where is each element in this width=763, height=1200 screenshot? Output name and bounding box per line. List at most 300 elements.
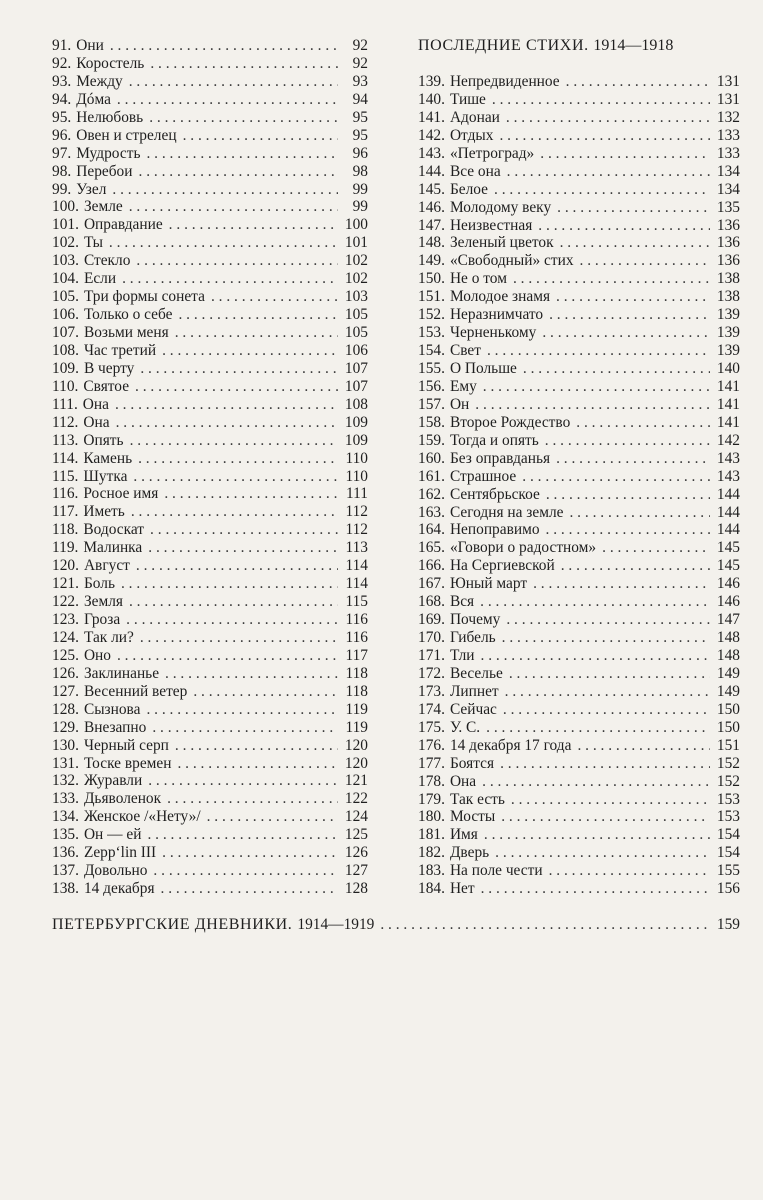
dot-leader: [134, 629, 338, 647]
toc-entry: [52, 557, 368, 575]
toc-entry: [52, 181, 368, 199]
entry-title: 14 декабря: [83, 880, 155, 898]
dot-leader: [478, 826, 710, 844]
entry-page-number: 106: [344, 341, 368, 359]
dot-leader: [140, 701, 338, 719]
dot-leader: [111, 91, 338, 109]
dot-leader: [156, 844, 338, 862]
toc-entry: [52, 127, 368, 145]
entry-page-number: 133: [716, 126, 740, 144]
toc-entry: [52, 414, 368, 432]
toc-entry: [418, 378, 740, 396]
dot-leader: [124, 432, 338, 450]
dot-leader: [560, 73, 710, 91]
entry-page-number: 119: [345, 718, 368, 736]
entry-title: Три формы сонета: [83, 288, 205, 306]
entry-number: 173.: [418, 682, 445, 700]
dot-leader: [171, 755, 338, 773]
toc-entry: [418, 468, 740, 486]
entry-number: 160.: [418, 449, 445, 467]
dot-leader: [143, 109, 338, 127]
entry-number: 93.: [52, 72, 72, 90]
entry-title: Август: [83, 557, 130, 575]
toc-entry: [52, 880, 368, 898]
entry-number: 131.: [52, 754, 79, 772]
entry-number: 95.: [52, 108, 72, 126]
dot-leader: [142, 772, 338, 790]
entry-number: 155.: [418, 360, 445, 377]
dot-leader: [205, 288, 338, 306]
toc-entry: [52, 629, 368, 647]
entry-page-number: 124: [344, 808, 368, 826]
entry-title: Не о том: [449, 270, 507, 288]
entry-page-number: 138: [716, 288, 740, 306]
entry-page-number: 114: [345, 575, 368, 593]
entry-title: Земля: [83, 593, 123, 611]
entry-number: 150.: [418, 270, 445, 288]
dot-leader: [158, 485, 338, 503]
entry-title: Она: [83, 413, 110, 431]
toc-entry: [52, 216, 368, 234]
entry-number: 157.: [418, 395, 445, 413]
entry-number: 133.: [52, 790, 79, 808]
entry-number: 114.: [52, 449, 79, 467]
entry-title: Дверь: [449, 844, 490, 862]
entry-page-number: 116: [345, 611, 368, 628]
entry-number: 108.: [52, 341, 79, 359]
toc-entry: [418, 414, 740, 432]
dot-leader: [109, 396, 338, 414]
entry-page-number: 113: [345, 539, 368, 557]
toc-entry: [52, 342, 368, 360]
entry-page-number: 110: [345, 467, 368, 485]
entry-page-number: 141: [716, 413, 740, 431]
entry-page-number: 114: [345, 557, 368, 575]
left-toc-list: [52, 37, 368, 898]
toc-entry: [418, 701, 740, 719]
entry-page-number: 150: [716, 700, 740, 718]
dot-leader: [543, 306, 710, 324]
entry-title: 14 декабря 17 года: [449, 736, 572, 754]
toc-entry: [418, 611, 740, 629]
entry-title: Камень: [83, 449, 133, 467]
entry-title: Страшное: [449, 467, 517, 485]
entry-page-number: 142: [716, 431, 740, 449]
entry-number: 127.: [52, 682, 79, 700]
entry-page-number: 109: [344, 413, 368, 431]
entry-title: «Петроград»: [449, 144, 535, 162]
entry-page-number: 131: [716, 73, 740, 90]
entry-page-number: 139: [716, 324, 740, 342]
dot-leader: [161, 790, 338, 808]
toc-entry: [52, 790, 368, 808]
toc-entry: [52, 145, 368, 163]
entry-number: 145.: [418, 180, 445, 198]
entry-number: 161.: [418, 467, 445, 485]
entry-title: Без оправданья: [449, 449, 551, 467]
entry-title: Овен и стрелец: [76, 126, 177, 144]
entry-number: 163.: [418, 503, 445, 521]
entry-number: 123.: [52, 611, 79, 628]
entry-page-number: 99: [352, 198, 368, 216]
entry-number: 153.: [418, 324, 445, 342]
dot-leader: [527, 575, 710, 593]
entry-number: 116.: [52, 485, 79, 503]
entry-page-number: 134: [716, 162, 740, 180]
entry-title: Он — ей: [83, 826, 142, 844]
entry-title: О Польше: [449, 360, 517, 377]
dot-leader: [532, 217, 710, 235]
dot-leader: [116, 270, 338, 288]
toc-entry: [52, 485, 368, 503]
entry-number: 168.: [418, 593, 445, 611]
entry-page-number: 107: [344, 377, 368, 395]
entry-page-number: 107: [344, 359, 368, 377]
entry-title: Вся: [449, 593, 475, 611]
toc-entry: [418, 396, 740, 414]
entry-title: Боль: [83, 575, 115, 593]
entry-page-number: 99: [352, 180, 368, 198]
toc-entry: [52, 719, 368, 737]
entry-number: 170.: [418, 629, 445, 647]
entry-number: 132.: [52, 772, 79, 790]
entry-number: 134.: [52, 808, 79, 826]
entry-number: 158.: [418, 413, 445, 431]
dot-leader: [123, 593, 338, 611]
toc-entry: [52, 396, 368, 414]
right-toc-list: [418, 73, 740, 898]
entry-page-number: 103: [344, 288, 368, 306]
entry-page-number: 120: [344, 754, 368, 772]
dot-leader: [517, 360, 710, 378]
entry-title: Нет: [449, 880, 475, 898]
toc-entry: [52, 360, 368, 378]
dot-leader: [141, 826, 338, 844]
entry-page-number: 132: [716, 108, 740, 126]
dot-leader: [570, 414, 710, 432]
entry-number: 112.: [52, 413, 79, 431]
diaries-title: ПЕТЕРБУРГСКИЕ ДНЕВНИКИ.: [52, 916, 293, 933]
entry-page-number: 155: [716, 862, 740, 880]
entry-page-number: 128: [344, 880, 368, 898]
toc-entry: [418, 145, 740, 163]
entry-number: 115.: [52, 467, 79, 485]
entry-number: 166.: [418, 557, 445, 575]
dot-leader: [142, 539, 338, 557]
entry-page-number: 100: [344, 216, 368, 234]
toc-entry: [418, 773, 740, 791]
dot-leader: [476, 773, 710, 791]
entry-page-number: 96: [352, 144, 368, 162]
entry-number: 152.: [418, 306, 445, 324]
entry-page-number: 145: [716, 557, 740, 575]
entry-title: Перебои: [76, 162, 133, 180]
entry-title: Оно: [83, 646, 111, 664]
toc-entry: [418, 109, 740, 127]
dot-leader: [103, 234, 338, 252]
entry-title: Она: [449, 772, 477, 790]
entry-page-number: 108: [344, 395, 368, 413]
entry-number: 94.: [52, 90, 72, 108]
entry-page-number: 117: [345, 646, 368, 664]
toc-entry: [418, 880, 740, 898]
entry-page-number: 127: [344, 862, 368, 880]
toc-entry: [52, 324, 368, 342]
dot-leader: [134, 360, 338, 378]
toc-entry: [52, 844, 368, 862]
dot-leader: [551, 199, 710, 217]
dot-leader: [146, 719, 338, 737]
entry-number: 101.: [52, 216, 79, 234]
toc-entry: [418, 844, 740, 862]
entry-title: Свет: [449, 342, 481, 360]
entry-title: Гроза: [83, 611, 121, 628]
dot-leader: [550, 288, 710, 306]
dot-leader: [488, 181, 710, 199]
entry-page-number: 110: [345, 449, 368, 467]
dot-leader: [480, 719, 710, 737]
dot-leader: [120, 611, 338, 629]
entry-title: У. С.: [449, 718, 481, 736]
dot-leader: [155, 880, 338, 898]
entry-page-number: 143: [716, 467, 740, 485]
dot-leader: [147, 862, 338, 880]
entry-title: Весенний ветер: [83, 682, 188, 700]
dot-leader: [500, 109, 710, 127]
toc-entry: [418, 539, 740, 557]
entry-title: Ему: [449, 377, 477, 395]
dot-leader: [177, 127, 338, 145]
entry-number: 106.: [52, 306, 79, 324]
entry-page-number: 101: [344, 234, 368, 252]
dot-leader: [144, 55, 338, 73]
toc-entry: [418, 217, 740, 235]
entry-number: 100.: [52, 198, 79, 216]
entry-number: 162.: [418, 485, 445, 503]
entry-page-number: 154: [716, 826, 740, 844]
dot-leader: [156, 342, 338, 360]
entry-page-number: 92: [352, 37, 368, 54]
entry-page-number: 118: [345, 682, 368, 700]
entry-page-number: 153: [716, 808, 740, 826]
dot-leader: [133, 163, 339, 181]
entry-page-number: 148: [716, 629, 740, 647]
entry-title: Опять: [83, 431, 124, 449]
entry-page-number: 125: [344, 826, 368, 844]
entry-number: 102.: [52, 234, 79, 252]
toc-entry: [52, 432, 368, 450]
dot-leader: [486, 91, 710, 109]
entry-number: 111.: [52, 395, 78, 413]
dot-leader: [555, 557, 710, 575]
toc-entry: [418, 199, 740, 217]
entry-number: 169.: [418, 611, 445, 629]
entry-page-number: 102: [344, 252, 368, 270]
toc-entry: [418, 575, 740, 593]
toc-entry: [52, 73, 368, 91]
diaries-page-number: 159: [716, 916, 740, 933]
toc-entry: [418, 862, 740, 880]
toc-entry: [52, 163, 368, 181]
entry-number: 181.: [418, 826, 445, 844]
toc-entry: [418, 486, 740, 504]
dot-leader: [596, 539, 710, 557]
entry-page-number: 120: [344, 736, 368, 754]
entry-title: Она: [82, 395, 109, 413]
entry-number: 184.: [418, 880, 445, 898]
entry-title: Коростель: [76, 54, 145, 72]
entry-number: 156.: [418, 377, 445, 395]
entry-title: Иметь: [83, 503, 125, 521]
entry-page-number: 138: [716, 270, 740, 288]
entry-number: 119.: [52, 539, 79, 557]
dot-leader: [505, 791, 710, 809]
entry-number: 98.: [52, 162, 72, 180]
entry-title: Молодое знамя: [449, 288, 551, 306]
toc-entry: [52, 808, 368, 826]
toc-entry: [418, 629, 740, 647]
entry-title: Женское /«Нету»/: [83, 808, 201, 826]
toc-entry: [418, 683, 740, 701]
dot-leader: [481, 342, 710, 360]
entry-page-number: 144: [716, 485, 740, 503]
dot-leader: [496, 629, 710, 647]
entry-page-number: 94: [352, 90, 368, 108]
entry-number: 92.: [52, 54, 72, 72]
entry-number: 164.: [418, 521, 445, 539]
entry-title: Черный серп: [83, 736, 169, 754]
entry-page-number: 133: [716, 144, 740, 162]
entry-page-number: 135: [716, 198, 740, 216]
entry-title: Дьяволенок: [83, 790, 162, 808]
entry-page-number: 136: [716, 234, 740, 252]
entry-page-number: 136: [716, 216, 740, 234]
dot-leader: [469, 396, 710, 414]
dot-leader: [125, 503, 338, 521]
entry-title: Заклинанье: [83, 664, 160, 682]
entry-page-number: 150: [716, 718, 740, 736]
toc-entry: [418, 252, 740, 270]
entry-title: Стекло: [83, 252, 131, 270]
entry-number: 103.: [52, 252, 79, 270]
entry-page-number: 112: [345, 521, 368, 539]
entry-title: Адонаи: [449, 108, 500, 126]
toc-entry: [52, 450, 368, 468]
entry-title: Все она: [449, 162, 501, 180]
entry-title: Второе Рождество: [449, 413, 571, 431]
toc-entry: [52, 539, 368, 557]
entry-page-number: 131: [716, 90, 740, 108]
dot-leader: [550, 450, 710, 468]
entry-title: Веселье: [449, 664, 503, 682]
toc-entry: [52, 468, 368, 486]
toc-entry: [52, 234, 368, 252]
entry-page-number: 93: [352, 72, 368, 90]
dot-leader: [543, 862, 710, 880]
entry-number: 97.: [52, 144, 72, 162]
dot-leader: [540, 486, 710, 504]
entry-title: Мудрость: [76, 144, 141, 162]
dot-leader: [534, 145, 710, 163]
entry-number: 176.: [418, 736, 445, 754]
entry-number: 129.: [52, 718, 79, 736]
toc-entry: [52, 37, 368, 55]
entry-title: Неразнимчато: [449, 306, 544, 324]
dot-leader: [104, 37, 338, 55]
entry-title: Zepp‘lin III: [83, 844, 157, 862]
entry-number: 110.: [52, 377, 79, 395]
dot-leader: [493, 127, 710, 145]
entry-page-number: 146: [716, 575, 740, 593]
entry-number: 120.: [52, 557, 79, 575]
dot-leader: [536, 324, 710, 342]
toc-entry: [418, 719, 740, 737]
entry-title: Почему: [449, 611, 501, 629]
toc-entry: [418, 450, 740, 468]
toc-entry: [418, 163, 740, 181]
entry-page-number: 92: [352, 54, 368, 72]
entry-page-number: 146: [716, 593, 740, 611]
entry-title: Ты: [83, 234, 103, 252]
entry-page-number: 112: [345, 503, 368, 521]
entry-number: 148.: [418, 234, 445, 252]
dot-leader: [169, 324, 338, 342]
dot-leader: [475, 880, 710, 898]
entry-number: 167.: [418, 575, 445, 593]
entry-number: 139.: [418, 73, 445, 90]
dot-leader: [494, 755, 710, 773]
toc-entry: [52, 91, 368, 109]
entry-title: Молодому веку: [449, 198, 552, 216]
entry-number: 178.: [418, 772, 445, 790]
entry-number: 104.: [52, 270, 79, 288]
entry-title: Так ли?: [83, 628, 134, 646]
entry-title: Юный март: [449, 575, 528, 593]
entry-number: 143.: [418, 144, 445, 162]
entry-title: Неизвестная: [449, 216, 533, 234]
toc-entry: [52, 737, 368, 755]
toc-entry: [418, 737, 740, 755]
entry-title: Внезапно: [83, 718, 147, 736]
entry-title: «Свободный» стих: [449, 252, 574, 270]
entry-title: На Сергиевской: [449, 557, 555, 575]
entry-page-number: 118: [345, 664, 368, 682]
dot-leader: [474, 593, 710, 611]
dot-leader: [132, 450, 338, 468]
toc-entry: [52, 665, 368, 683]
entry-page-number: 145: [716, 539, 740, 557]
dot-leader: [110, 414, 338, 432]
entry-number: 136.: [52, 844, 79, 862]
entry-title: Они: [76, 37, 104, 54]
entry-page-number: 95: [352, 108, 368, 126]
entry-title: Он: [449, 395, 470, 413]
toc-entry: [52, 270, 368, 288]
toc-entry: [52, 575, 368, 593]
entry-number: 179.: [418, 790, 445, 808]
entry-page-number: 151: [716, 736, 740, 754]
toc-entry: [418, 808, 740, 826]
entry-number: 140.: [418, 90, 445, 108]
dot-leader: [115, 575, 338, 593]
toc-entry: [52, 109, 368, 127]
entry-page-number: 154: [716, 844, 740, 862]
dot-leader: [540, 521, 710, 539]
entry-page-number: 141: [716, 395, 740, 413]
entry-number: 105.: [52, 288, 79, 306]
toc-entry: [418, 521, 740, 539]
entry-page-number: 122: [344, 790, 368, 808]
